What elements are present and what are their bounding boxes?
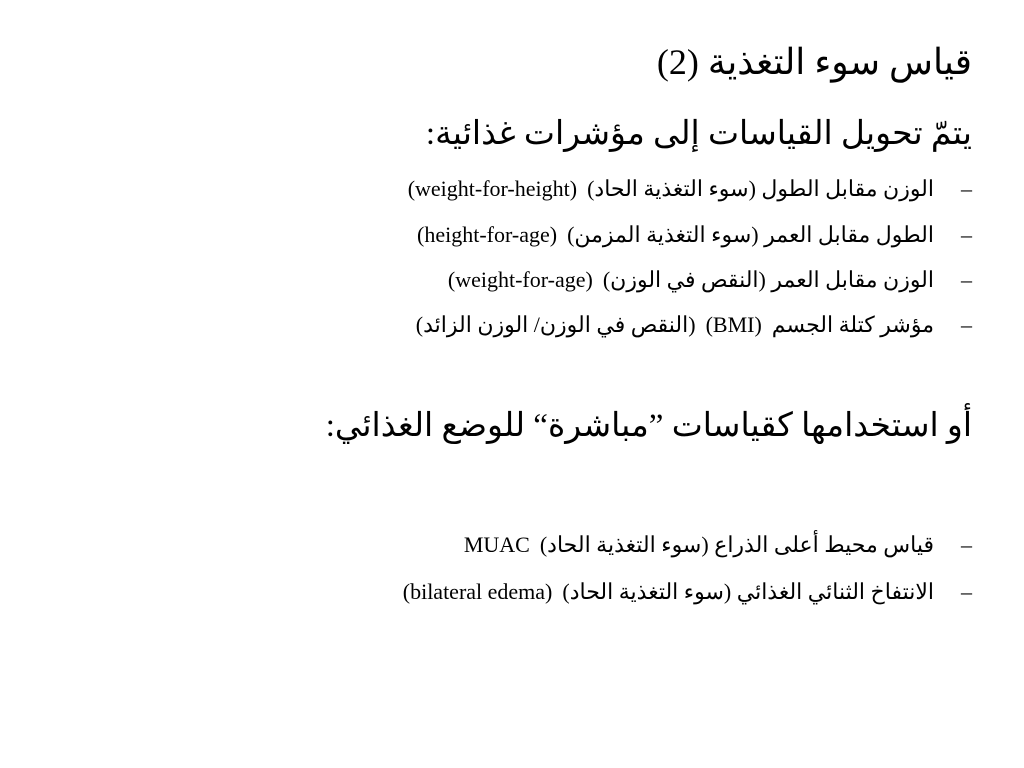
- measure-latin: (bilateral edema): [402, 579, 553, 604]
- second-heading: أو استخدامها كقياسات ”مباشرة“ للوضع الغذائي:: [325, 408, 972, 444]
- bullet-dash: –: [961, 176, 972, 201]
- indicator-arabic: الوزن مقابل العمر (النقص في الوزن): [602, 267, 934, 292]
- slide-title: قياس سوء التغذية (2): [656, 42, 972, 82]
- indicator-arabic: الوزن مقابل الطول (سوء التغذية الحاد): [587, 176, 934, 201]
- measure-arabic: قياس محيط أعلى الذراع (سوء التغذية الحاد): [539, 532, 934, 557]
- indicator-arabic: مؤشر كتلة الجسم: [771, 312, 934, 337]
- list-item: [416, 310, 972, 340]
- bullet-dash: –: [961, 312, 972, 337]
- indicator-latin: (weight-for-age): [447, 267, 593, 292]
- indicator-arabic: الطول مقابل العمر (سوء التغذية المزمن): [567, 222, 934, 247]
- measure-latin: MUAC: [463, 532, 530, 557]
- list-item: [464, 530, 972, 560]
- indicator-latin: (height-for-age): [417, 222, 558, 247]
- bullet-dash: –: [961, 222, 972, 247]
- indicator-latin: (weight-for-height): [407, 176, 578, 201]
- indicator-latin: (BMI): [705, 312, 762, 337]
- list-item: [448, 265, 972, 295]
- list-item: [403, 577, 972, 607]
- indicator-arabic-after: (النقص في الوزن/ الوزن الزائد): [415, 312, 696, 337]
- list-item: [417, 220, 972, 250]
- bullet-dash: –: [961, 532, 972, 557]
- measure-arabic: الانتفاخ الثنائي الغذائي (سوء التغذية الحاد): [562, 579, 934, 604]
- list-item: [408, 174, 972, 204]
- bullet-dash: –: [961, 579, 972, 604]
- intro-heading: يتمّ تحويل القياسات إلى مؤشرات غذائية:: [425, 116, 972, 152]
- bullet-dash: –: [961, 267, 972, 292]
